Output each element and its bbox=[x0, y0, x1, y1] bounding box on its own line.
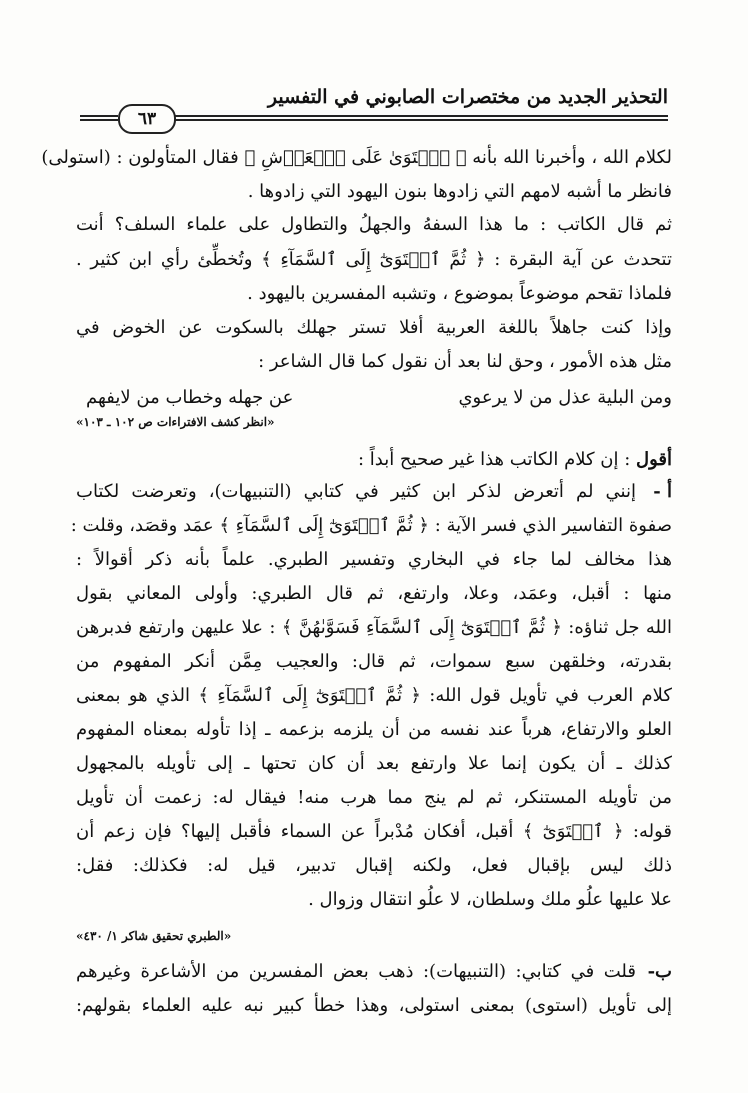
source-reference: «انظر كشف الافتراءات ص ١٠٢ ـ ١٠٣» bbox=[76, 415, 275, 429]
list-marker bbox=[653, 480, 672, 504]
text-line: الله جل ثناؤه: ﴿ ثُمَّ ٱسۡتَوَىٰٓ إِلَى ٱلسَّمَآءِ فَسَوَّىٰهُنَّ ﴾ : علا عليهن وارتفع فدبرهن bbox=[76, 617, 672, 638]
text-line: منها : أقبل، وعمَد، وعلا، وارتفع، ثم قال الطبري: وأولى المعاني بقول bbox=[76, 583, 672, 604]
text-line: قوله: ﴿ ٱسۡتَوَىٰٓ ﴾ أقبل، أفكان مُدْبراً عن السماء فأقبل إليها؟ فإن زعم أن bbox=[76, 821, 672, 842]
text-line: إلى تأويل (استوى) بمعنى استولى، وهذا خطأ كبير نبه عليه العلماء بقولهم: bbox=[76, 995, 672, 1016]
list-marker bbox=[648, 960, 672, 984]
header-rule bbox=[174, 115, 668, 117]
text-line: وإذا كنت جاهلاً باللغة العربية أفلا تستر جهلك بالسكوت عن الخوض في bbox=[76, 317, 672, 338]
text-line: إنني لم أتعرض لذكر ابن كثير في كتابي (التنبيهات)، وتعرضت لكتاب bbox=[76, 481, 636, 502]
header-rule bbox=[80, 119, 118, 121]
text-span: : إن كلام الكاتب هذا غير صحيح أبداً : bbox=[357, 449, 631, 470]
header-rule bbox=[174, 119, 668, 121]
text-line: من تأويله المستنكر، ثم لم ينج مما هرب منه! فيقال له: زعمت أن تأويل bbox=[76, 787, 672, 808]
heading-word: أقول bbox=[636, 449, 672, 470]
text-line: العلو والارتفاع، هرباً عند نفسه من أن يلزمه بزعمه ـ إذا تأوله بمعناه المفهوم bbox=[76, 719, 672, 740]
list-marker-a: أ - bbox=[653, 481, 672, 502]
running-header: التحذير الجديد من مختصرات الصابوني في التفسير bbox=[267, 86, 668, 108]
text-line: صفوة التفاسير الذي فسر الآية : ﴿ ثُمَّ ٱسۡتَوَىٰٓ إِلَى ٱلسَّمَآءِ ﴾ عمَد وقصَد، وقلت : bbox=[70, 515, 672, 536]
text-line bbox=[76, 448, 672, 472]
text-line: فانظر ما أشبه لامهم التي زادوها بنون اليهود التي زادوها . bbox=[247, 181, 672, 202]
text-line: بقدرته، وخلقهن سبع سموات، ثم قال: والعجيب مِمَّن أنكر المفهوم من bbox=[76, 651, 672, 672]
text-line: كذلك ـ أن يكون إنما علا وارتفع بعد أن كان تحتها ـ إلى تأويله بالمجهول bbox=[76, 753, 672, 774]
text-line: هذا مخالف لما جاء في البخاري وتفسير الطبري. علماً بأنه ذكر أقوالاً : bbox=[76, 549, 672, 570]
page-number: ٦٣ bbox=[118, 104, 176, 134]
source-reference: «الطبري تحقيق شاكر ١/ ٤٣٠» bbox=[76, 929, 232, 943]
verse-hemistich-1: ومن البلية عذل من لا يرعوي bbox=[458, 387, 672, 408]
text-line: ذلك ليس بإقبال فعل، ولكنه إقبال تدبير، قيل له: فكذلك: فقل: bbox=[76, 855, 672, 876]
text-line: كلام العرب في تأويل قول الله: ﴿ ثُمَّ ٱسۡتَوَىٰٓ إِلَى ٱلسَّمَآءِ ﴾ الذي هو بمعنى bbox=[76, 685, 672, 706]
header-rule bbox=[80, 115, 118, 117]
text-line: علا عليها علُو ملك وسلطان، لا علُو انتقال وزوال . bbox=[308, 889, 672, 910]
text-line: ثم قال الكاتب : ما هذا السفهُ والجهلُ والتطاول على علماء السلف؟ أنت bbox=[76, 214, 672, 235]
text-line: فلماذا تقحم موضوعاً بموضوع ، وتشبه المفسرين باليهود . bbox=[247, 283, 672, 304]
text-line: قلت في كتابي: (التنبيهات): ذهب بعض المفسرين من الأشاعرة وغيرهم bbox=[76, 961, 637, 982]
text-line: تتحدث عن آية البقرة : ﴿ ثُمَّ ٱسۡتَوَىٰٓ إِلَى ٱلسَّمَآءِ ﴾ وتُخطِّئ رأي ابن كثير . bbox=[76, 249, 672, 270]
text-line: مثل هذه الأمور ، وحق لنا بعد أن نقول كما قال الشاعر : bbox=[258, 351, 672, 372]
text-line: لكلام الله ، وأخبرنا الله بأنه ﴿ ٱسۡتَوَىٰ عَلَى ٱلۡعَرۡشِ ﴾ فقال المتأولون : (استولى) bbox=[41, 147, 672, 168]
verse-hemistich-2: عن جهله وخطاب من لايفهم bbox=[86, 387, 294, 408]
list-marker-b: ب- bbox=[647, 961, 672, 982]
